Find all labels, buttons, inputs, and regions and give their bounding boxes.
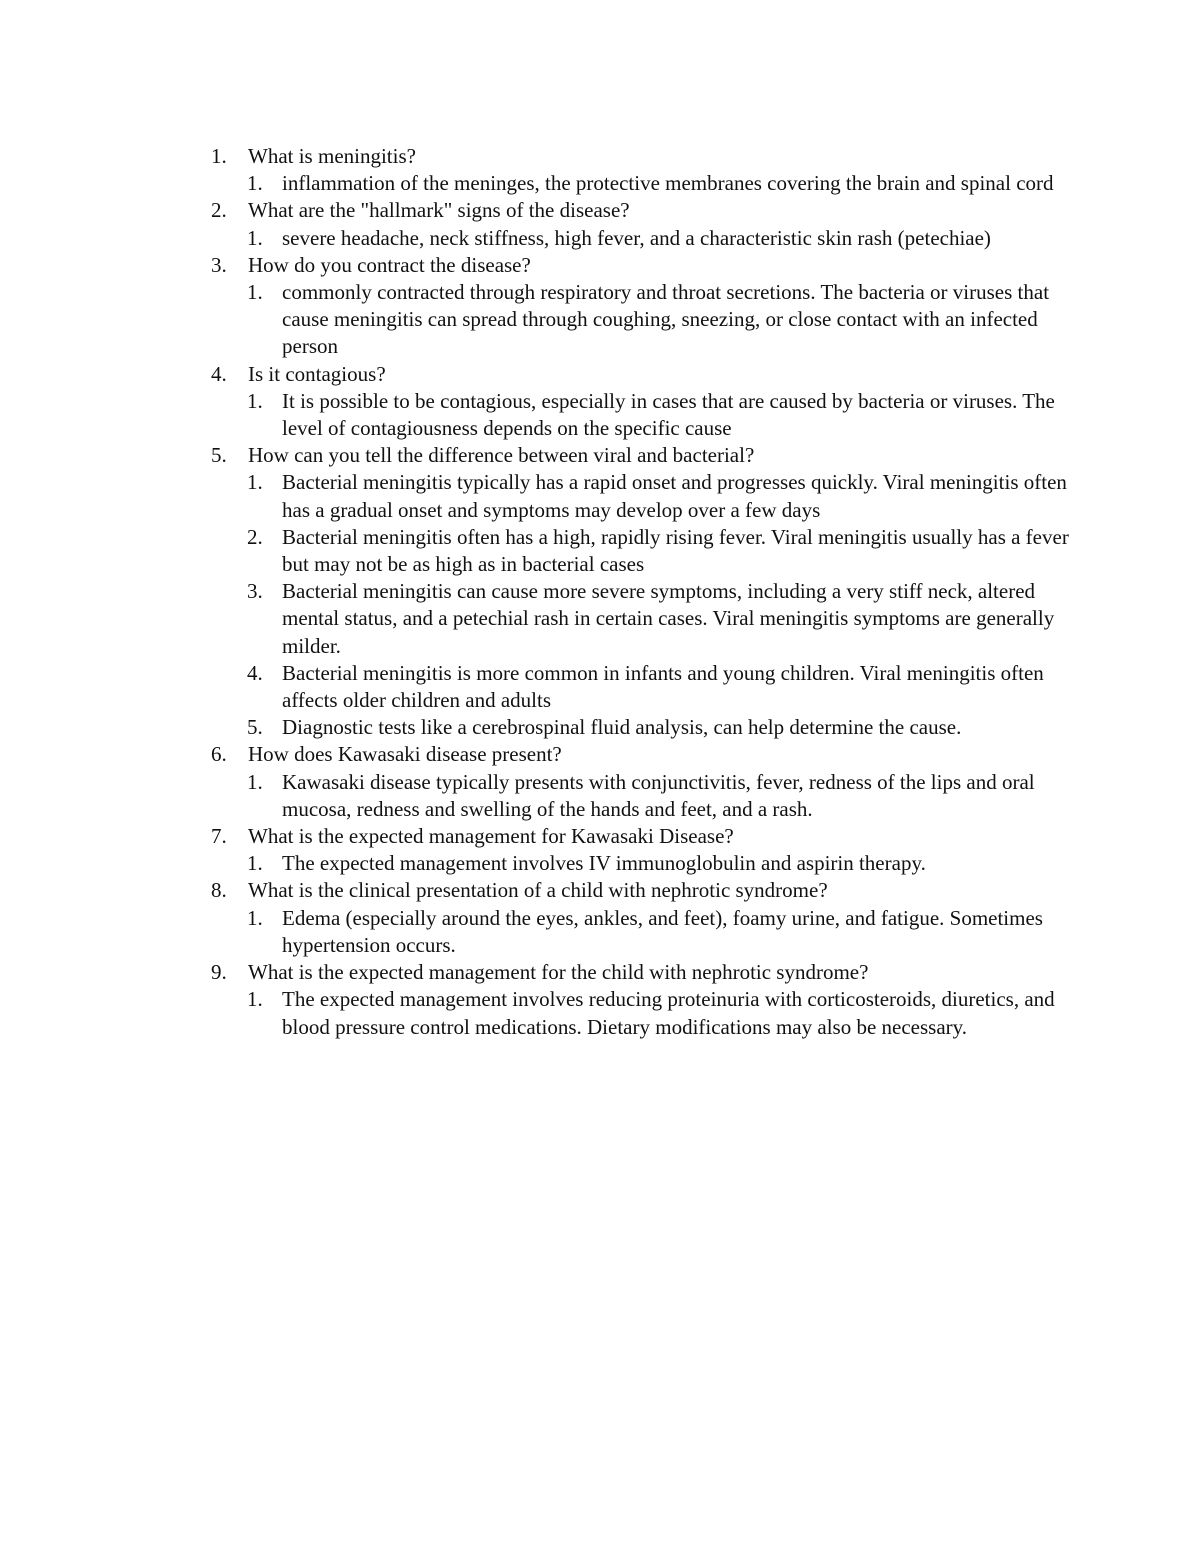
question-text: How can you tell the difference between viral and bacterial? (248, 443, 755, 468)
question-item (210, 959, 1070, 1041)
answer-number: 1. (247, 171, 263, 196)
answer-number: 1. (247, 388, 263, 413)
answer-number: 1. (247, 225, 263, 250)
answer-text: Bacterial meningitis often has a high, rapidly rising fever. Viral meningitis usually has a fever but may not be as high as in bacterial cases (282, 524, 1069, 577)
question-item (210, 252, 1070, 361)
answer-text: The expected management involves reducing proteinuria with corticosteroids, diuretics, and blood pressure control medications. Dietary modifications may also be necessary. (282, 987, 1055, 1039)
answer-item (247, 279, 1070, 361)
question-item (210, 361, 1070, 443)
answer-number: 1. (247, 470, 263, 495)
question-number: 7. (211, 824, 227, 849)
question-list (210, 143, 1070, 1041)
question-text: What is the clinical presentation of a child with nephrotic syndrome? (248, 878, 828, 903)
answer-list (210, 388, 1070, 442)
answer-list (210, 225, 1070, 252)
question-text: What are the "hallmark" signs of the disease? (248, 198, 630, 223)
answer-item (247, 225, 1070, 252)
question-text: What is the expected management for the child with nephrotic syndrome? (248, 960, 869, 985)
answer-list (210, 279, 1070, 361)
question-number: 2. (211, 198, 227, 223)
question-text: What is meningitis? (248, 144, 416, 168)
question-number: 5. (211, 443, 227, 468)
answer-number: 1. (247, 851, 263, 876)
answer-list (210, 469, 1070, 741)
answer-number: 2. (247, 524, 263, 549)
answer-item (247, 714, 1070, 741)
question-number: 3. (211, 252, 227, 277)
answer-item (247, 170, 1070, 197)
question-text: How do you contract the disease? (248, 252, 531, 277)
question-item (210, 143, 1070, 197)
answer-text: Diagnostic tests like a cerebrospinal fluid analysis, can help determine the cause. (282, 715, 962, 740)
answer-number: 5. (247, 715, 263, 740)
question-number: 1. (211, 144, 227, 168)
answer-list (210, 769, 1070, 823)
answer-list (210, 905, 1070, 959)
answer-item (247, 850, 1070, 877)
answer-text: Bacterial meningitis can cause more severe symptoms, including a very stiff neck, altered mental status, and a petechial rash in certain cases. Viral meningitis symptoms are generally milder. (282, 579, 1055, 658)
question-item (210, 741, 1070, 823)
answer-number: 1. (247, 769, 263, 794)
question-item (210, 442, 1070, 741)
question-item (210, 823, 1070, 877)
question-number: 4. (211, 361, 227, 386)
question-number: 9. (211, 960, 227, 985)
answer-list (210, 170, 1070, 197)
answer-text: Kawasaki disease typically presents with conjunctivitis, fever, redness of the lips and oral mucosa, redness and swelling of the hands and feet, and a rash. (282, 769, 1035, 821)
question-number: 8. (211, 878, 227, 903)
answer-text: Edema (especially around the eyes, ankles, and feet), foamy urine, and fatigue. Sometimes hypertension occurs. (282, 905, 1043, 957)
answer-text: Bacterial meningitis is more common in infants and young children. Viral meningitis often affects older children and adults (282, 660, 1044, 713)
answer-item (247, 660, 1070, 714)
question-item (210, 877, 1070, 959)
answer-number: 3. (247, 579, 263, 604)
answer-number: 4. (247, 660, 263, 685)
answer-number: 1. (247, 987, 263, 1012)
answer-item (247, 578, 1070, 660)
answer-item (247, 905, 1070, 959)
question-text: Is it contagious? (248, 361, 386, 386)
question-text: What is the expected management for Kawasaki Disease? (248, 824, 734, 849)
question-item (210, 197, 1070, 251)
answer-number: 1. (247, 280, 263, 305)
answer-item (247, 388, 1070, 442)
answer-list (210, 850, 1070, 877)
answer-text: Bacterial meningitis typically has a rapid onset and progresses quickly. Viral meningitis often has a gradual onset and symptoms may develop over a few days (282, 470, 1067, 522)
question-number: 6. (211, 742, 227, 767)
answer-number: 1. (247, 905, 263, 930)
answer-item (247, 769, 1070, 823)
answer-item (247, 524, 1070, 578)
answer-text: The expected management involves IV immunoglobulin and aspirin therapy. (282, 851, 926, 876)
question-text: How does Kawasaki disease present? (248, 742, 562, 767)
answer-list (210, 986, 1070, 1040)
answer-item (247, 469, 1070, 523)
answer-item (247, 986, 1070, 1040)
answer-text: severe headache, neck stiffness, high fever, and a characteristic skin rash (petechiae) (282, 225, 991, 250)
answer-text: commonly contracted through respiratory and throat secretions. The bacteria or viruses that cause meningitis can spread through coughing, sneezing, or close contact with an infected person (282, 280, 1050, 359)
answer-text: It is possible to be contagious, especially in cases that are caused by bacteria or viruses. The level of contagiousness depends on the specific cause (282, 388, 1055, 441)
answer-text: inflammation of the meninges, the protective membranes covering the brain and spinal cord (282, 171, 1054, 196)
